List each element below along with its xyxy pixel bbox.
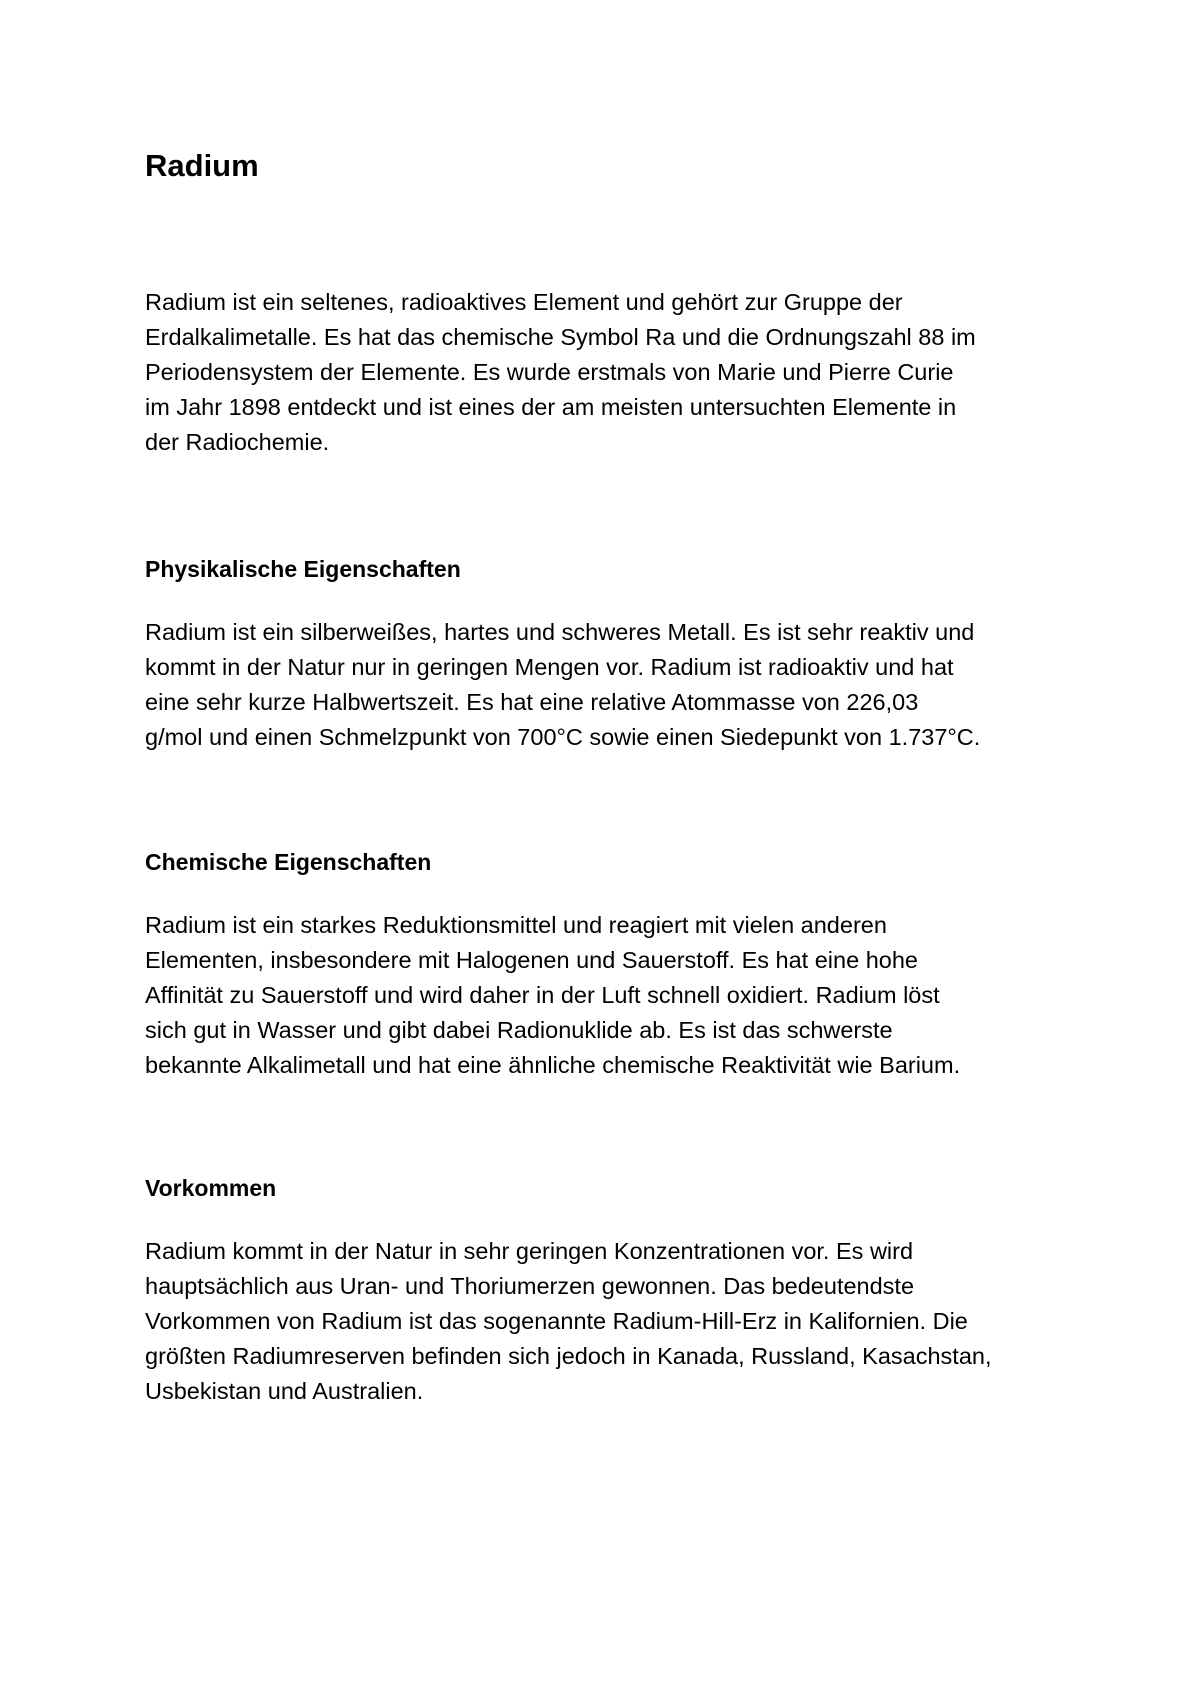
paragraph-line: kommt in der Natur nur in geringen Mengen vor. Radium ist radioaktiv und hat [145, 654, 954, 680]
paragraph-line: größten Radiumreserven befinden sich jedoch in Kanada, Russland, Kasachstan, [145, 1343, 992, 1369]
section-heading-physical-properties: Physikalische Eigenschaften [145, 556, 461, 582]
paragraph-line: Radium kommt in der Natur in sehr geringen Konzentrationen vor. Es wird [145, 1238, 914, 1264]
paragraph-line: sich gut in Wasser und gibt dabei Radionuklide ab. Es ist das schwerste [145, 1017, 893, 1043]
paragraph-line: eine sehr kurze Halbwertszeit. Es hat eine relative Atommasse von 226,03 [145, 689, 919, 715]
paragraph-line: g/mol und einen Schmelzpunkt von 700°C sowie einen Siedepunkt von 1.737°C. [145, 724, 981, 750]
paragraph-line: Vorkommen von Radium ist das sogenannte Radium-Hill-Erz in Kalifornien. Die [145, 1308, 968, 1334]
paragraph-line: bekannte Alkalimetall und hat eine ähnliche chemische Reaktivität wie Barium. [145, 1052, 961, 1078]
paragraph-line: Erdalkalimetalle. Es hat das chemische Symbol Ra und die Ordnungszahl 88 im [145, 324, 976, 350]
paragraph-line: im Jahr 1898 entdeckt und ist eines der am meisten untersuchten Elemente in [145, 394, 957, 420]
intro-paragraph [145, 285, 1085, 460]
paragraph-line: Periodensystem der Elemente. Es wurde erstmals von Marie und Pierre Curie [145, 359, 954, 385]
paragraph-line: Elementen, insbesondere mit Halogenen und Sauerstoff. Es hat eine hohe [145, 947, 918, 973]
chemical-properties-paragraph [145, 908, 1085, 1083]
section-heading-occurrence: Vorkommen [145, 1175, 277, 1201]
document-title: Radium [145, 148, 259, 183]
paragraph-line: Radium ist ein starkes Reduktionsmittel und reagiert mit vielen anderen [145, 912, 887, 938]
paragraph-line: der Radiochemie. [145, 429, 330, 455]
paragraph-line: Usbekistan und Australien. [145, 1378, 424, 1404]
physical-properties-paragraph [145, 615, 1085, 755]
section-heading-chemical-properties: Chemische Eigenschaften [145, 849, 432, 875]
paragraph-line: Radium ist ein seltenes, radioaktives Element und gehört zur Gruppe der [145, 289, 903, 315]
paragraph-line: Radium ist ein silberweißes, hartes und schweres Metall. Es ist sehr reaktiv und [145, 619, 975, 645]
occurrence-paragraph [145, 1234, 1085, 1409]
paragraph-line: Affinität zu Sauerstoff und wird daher in der Luft schnell oxidiert. Radium löst [145, 982, 940, 1008]
paragraph-line: hauptsächlich aus Uran- und Thoriumerzen gewonnen. Das bedeutendste [145, 1273, 915, 1299]
